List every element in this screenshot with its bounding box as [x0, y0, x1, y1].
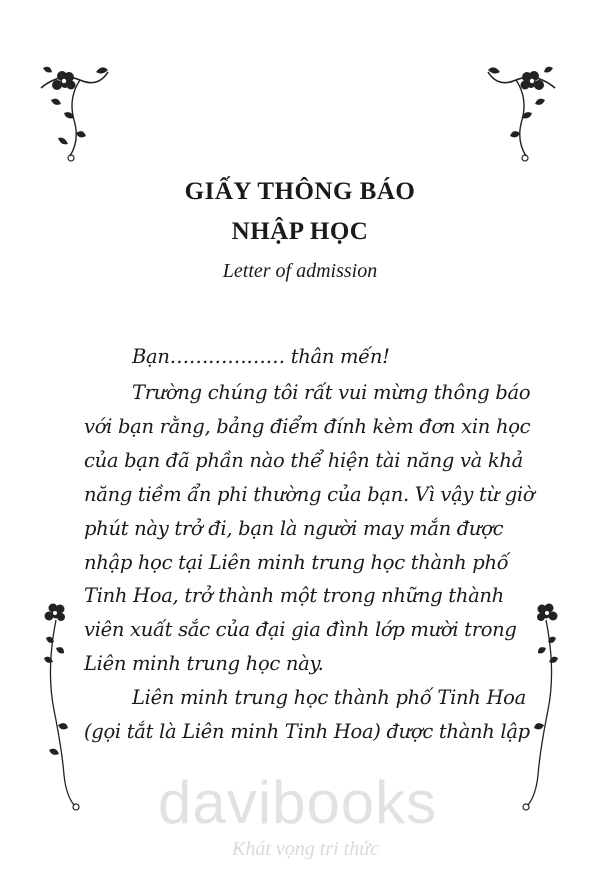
paragraph-line: với bạn rằng, bảng điểm đính kèm đơn xin học: [84, 414, 531, 438]
paragraph-line: năng tiềm ẩn phi thường của bạn. Vì vậy từ giờ: [84, 482, 535, 506]
heading-subtitle: Letter of admission: [222, 260, 378, 282]
paragraph-line: của bạn đã phần nào thể hiện tài năng và khả: [84, 448, 523, 472]
publisher-watermark-logo: davibooks: [158, 769, 438, 836]
paragraph-line: nhập học tại Liên minh trung học thành phố: [84, 550, 509, 574]
paragraph-line: phút này trở đi, bạn là người may mắn được: [84, 516, 504, 540]
paragraph-line: Liên minh trung học thành phố Tinh Hoa: [132, 686, 526, 709]
paragraph-2: [84, 681, 530, 749]
paragraph-line: Trường chúng tôi rất vui mừng thông báo: [132, 381, 531, 404]
paragraph-line: viên xuất sắc của đại gia đình lớp mười trong: [84, 618, 517, 642]
floral-corner-top-left-icon: [38, 58, 118, 163]
paragraph-line: Liên minh trung học này.: [84, 652, 324, 676]
paragraph-line: (gọi tắt là Liên minh Tinh Hoa) được thành lập: [84, 719, 530, 743]
heading-line-2: NHẬP HỌC: [231, 218, 369, 245]
heading-line-1: GIẤY THÔNG BÁO: [184, 178, 416, 205]
paragraph-1: [84, 376, 535, 681]
greeting-text: Bạn……………… thân mến!: [132, 345, 390, 368]
publisher-watermark-tagline: Khát vọng tri thức: [232, 838, 380, 860]
floral-corner-top-right-icon: [478, 58, 558, 163]
paragraph-line: Tinh Hoa, trở thành một trong những thành: [84, 584, 504, 608]
greeting: [129, 340, 529, 374]
